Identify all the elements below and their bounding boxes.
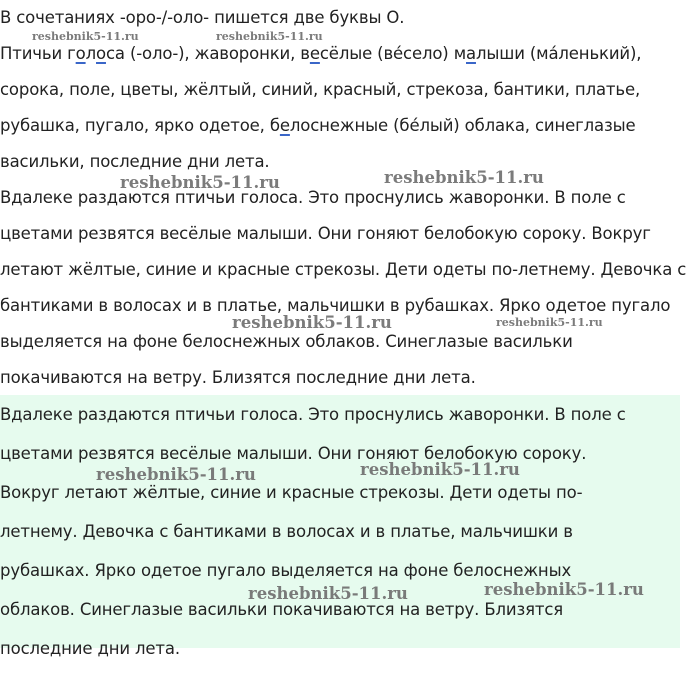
highlighted-line: облаков. Синеглазые васильки покачиваются на ветру. Близятся (0, 600, 564, 619)
watermark: reshebnik5-11.ru (216, 30, 323, 43)
watermark: reshebnik5-11.ru (232, 313, 392, 332)
watermark: reshebnik5-11.ru (96, 465, 256, 484)
text-line: бантиками в волосах и в платье, мальчишки в рубашках. Ярко одетое пугало (0, 296, 671, 315)
example-text: рубашка, пугало, ярко одетое, б (0, 116, 280, 135)
example-line-1 (0, 44, 641, 64)
underlined-vowel: а (466, 44, 476, 63)
highlighted-line: летнему. Девочка с бантиками в волосах и в платье, мальчишки в (0, 522, 573, 541)
watermark: reshebnik5-11.ru (496, 316, 603, 329)
underlined-vowel: о (96, 44, 106, 63)
watermark: reshebnik5-11.ru (484, 580, 644, 599)
example-text: сёлые (ве́село) м (319, 44, 466, 63)
watermark: reshebnik5-11.ru (120, 173, 280, 192)
example-line-2: сорока, поле, цветы, жёлтый, синий, красный, стрекоза, бантики, платье, (0, 80, 641, 99)
underlined-vowel: е (309, 44, 320, 63)
watermark: reshebnik5-11.ru (248, 584, 408, 603)
example-text: л (85, 44, 97, 63)
highlighted-line: Вокруг летают жёлтые, синие и красные стрекозы. Дети одеты по- (0, 483, 583, 502)
example-text: Птичьи г (0, 44, 76, 63)
example-text: лыши (ма́ленький), (475, 44, 642, 63)
rule-text: В сочетаниях -оро-/-оло- пишется две буквы О. (0, 8, 405, 27)
underlined-vowel: е (279, 116, 290, 135)
watermark: reshebnik5-11.ru (384, 168, 544, 187)
watermark: reshebnik5-11.ru (360, 460, 520, 479)
text-line: выделяется на фоне белоснежных облаков. Синеглазые васильки (0, 332, 573, 351)
watermark: reshebnik5-11.ru (32, 30, 139, 43)
text-line: покачиваются на ветру. Близятся последние дни лета. (0, 368, 476, 387)
text-line: летают жёлтые, синие и красные стрекозы. Дети одеты по-летнему. Девочка с (0, 260, 686, 279)
highlighted-answer-block (0, 395, 680, 658)
highlighted-line: рубашках. Ярко одетое пугало выделяется на фоне белоснежных (0, 561, 572, 580)
example-line-4: васильки, последние дни лета. (0, 152, 270, 171)
underlined-vowel: о (75, 44, 86, 63)
highlighted-line: Вдалеке раздаются птичьи голоса. Это проснулись жаворонки. В поле с (0, 405, 626, 424)
highlighted-line: последние дни лета. (0, 639, 180, 658)
example-text: са (-оло-), жаворонки, в (105, 44, 310, 63)
example-line-3 (0, 116, 636, 136)
highlighted-line: цветами резвятся весёлые малыши. Они гоняют белобокую сороку. (0, 444, 587, 463)
text-line: Вдалеке раздаются птичьи голоса. Это проснулись жаворонки. В поле с (0, 188, 626, 207)
example-text: лоснежные (бе́лый) облака, синеглазые (289, 116, 636, 135)
text-line: цветами резвятся весёлые малыши. Они гоняют белобокую сороку. Вокруг (0, 224, 651, 243)
